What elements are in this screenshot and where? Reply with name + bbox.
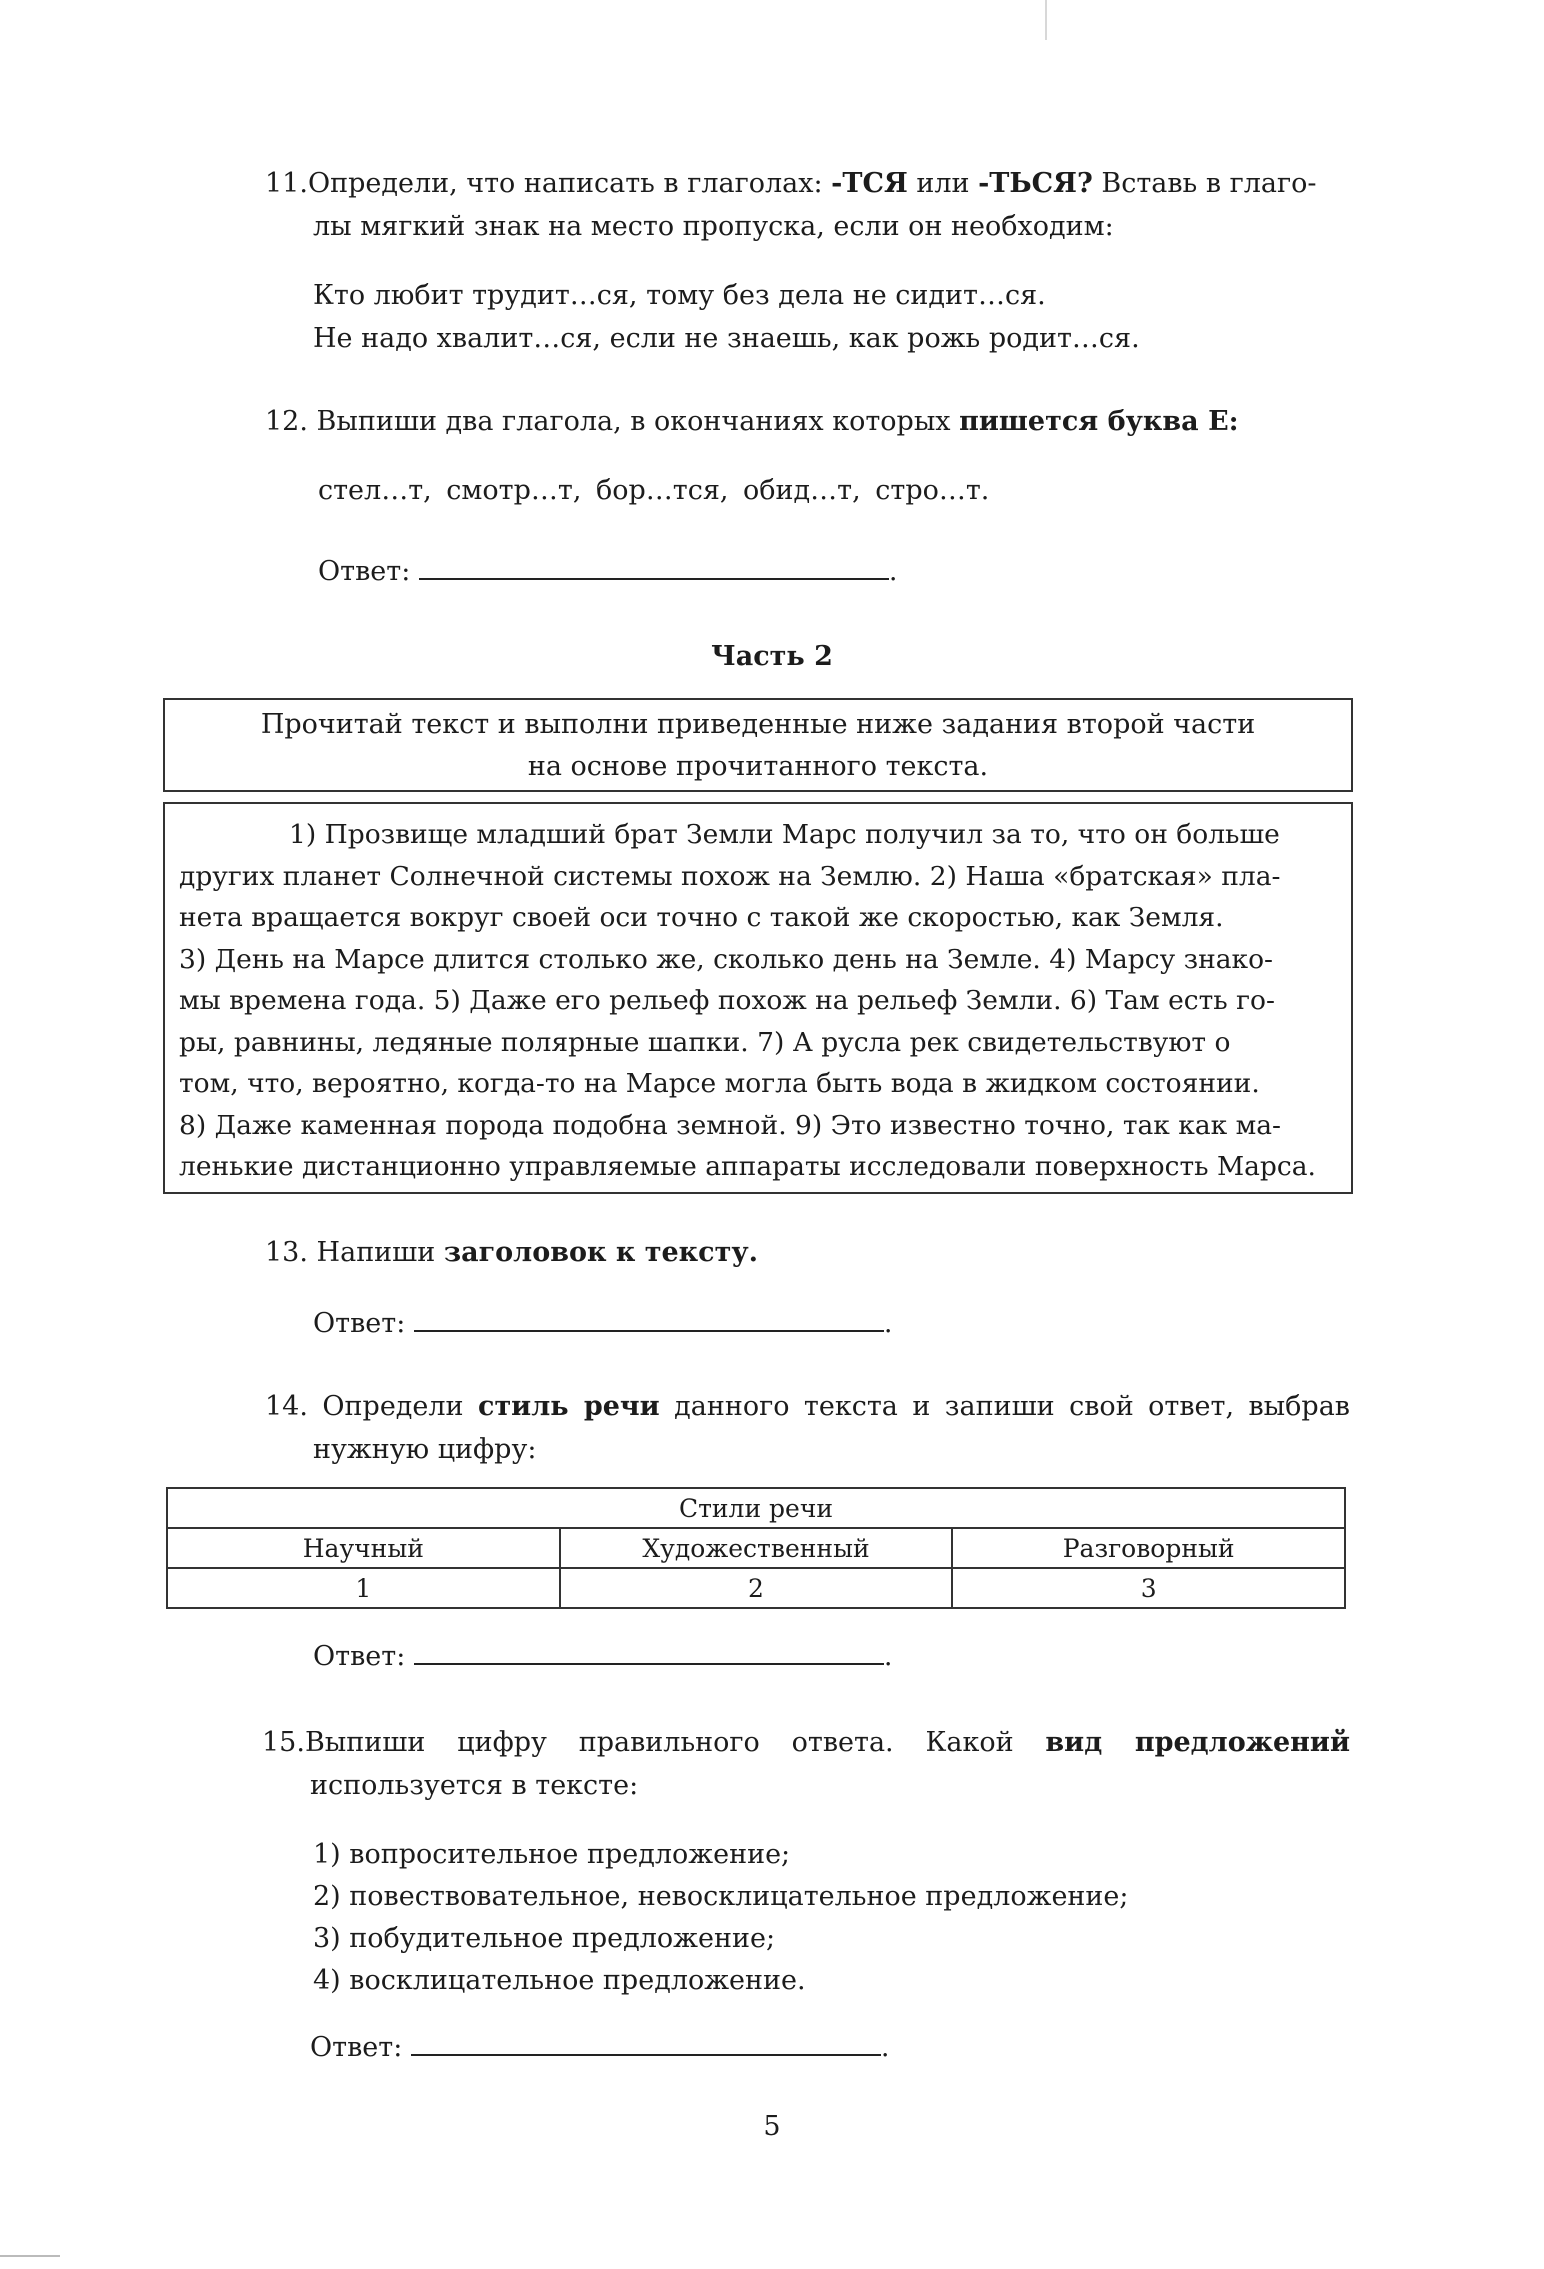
q12-number: 12. xyxy=(265,406,308,437)
part2-heading: Часть 2 xyxy=(711,641,833,672)
q11-example-1: Кто любит трудит…ся, тому без дела не сидит…ся. xyxy=(313,280,1046,311)
q14-line1: 14. Определи стиль речи данного текста и запиши свой ответ, выбрав xyxy=(265,1386,1350,1428)
table-header: Стили речи xyxy=(167,1488,1345,1528)
answer-blank[interactable] xyxy=(411,2028,881,2056)
passage-line: ленькие дистанционно управляемые аппараты исследовали поверхность Марса. xyxy=(179,1151,1316,1182)
passage-line: 3) День на Марсе длится столько же, сколько день на Земле. 4) Марсу знако- xyxy=(179,943,1274,975)
passage-box xyxy=(163,802,1353,1194)
answer-label: Ответ: xyxy=(310,2032,403,2063)
scan-mark xyxy=(1045,0,1047,40)
answer-blank[interactable] xyxy=(414,1637,884,1665)
instruction-line-2: на основе прочитанного текста. xyxy=(527,751,989,782)
answer-label: Ответ: xyxy=(313,1308,406,1339)
q12-line1: 12. Выпиши два глагола, в окончаниях которых пишется буква Е: xyxy=(265,401,1239,443)
q12-answer-row: Ответ: . xyxy=(318,551,897,593)
style-cell: Разговорный xyxy=(952,1528,1345,1568)
passage-line: других планет Солнечной системы похож на Землю. 2) Наша «братская» пла- xyxy=(179,860,1281,892)
q12-words: стел…т, смотр…т, бор…тся, обид…т, стро…т. xyxy=(318,475,990,506)
q15-option: 2) повествовательное, невосклицательное предложение; xyxy=(313,1881,1129,1912)
passage-line: мы времена года. 5) Даже его рельеф похож на рельеф Земли. 6) Там есть го- xyxy=(179,985,1275,1016)
q13-number: 13. xyxy=(265,1237,308,1268)
q14-number: 14. xyxy=(265,1391,308,1422)
page-number: 5 xyxy=(763,2111,781,2142)
code-cell: 1 xyxy=(167,1568,560,1608)
q14-line2: нужную цифру: xyxy=(313,1434,537,1465)
scan-mark xyxy=(0,2255,60,2257)
code-cell: 3 xyxy=(952,1568,1345,1608)
q13-line1: 13. Напиши заголовок к тексту. xyxy=(265,1232,758,1274)
passage-line: 1) Прозвище младший брат Земли Марс получил за то, что он больше xyxy=(289,819,1280,850)
instruction-box xyxy=(163,698,1353,792)
passage-line: том, что, вероятно, когда-то на Марсе могла быть вода в жидком состоянии. xyxy=(179,1068,1260,1099)
style-cell: Научный xyxy=(167,1528,560,1568)
q14-answer-row: Ответ: . xyxy=(313,1636,892,1678)
answer-blank[interactable] xyxy=(419,552,889,580)
q15-line2: используется в тексте: xyxy=(310,1770,639,1801)
passage-line: 8) Даже каменная порода подобна земной. 9) Это известно точно, так как ма- xyxy=(179,1109,1282,1141)
q11-example-2: Не надо хвалит…ся, если не знаешь, как рожь родит…ся. xyxy=(313,323,1140,354)
speech-styles-table xyxy=(166,1487,1346,1609)
passage-line: ры, равнины, ледяные полярные шапки. 7) А русла рек свидетельствуют о xyxy=(179,1026,1231,1058)
q13-answer-row: Ответ: . xyxy=(313,1303,892,1345)
answer-label: Ответ: xyxy=(318,556,411,587)
q11-number: 11. xyxy=(265,168,308,199)
q15-answer-row: Ответ: . xyxy=(310,2027,889,2069)
answer-label: Ответ: xyxy=(313,1641,406,1672)
instruction-line-1: Прочитай текст и выполни приведенные ниже задания второй части xyxy=(260,709,1256,740)
q15-line1: 15.Выпиши цифру правильного ответа. Какой вид предложений xyxy=(262,1722,1350,1764)
q15-option: 4) восклицательное предложение. xyxy=(313,1965,806,1996)
q11-line2: лы мягкий знак на место пропуска, если он необходим: xyxy=(313,211,1114,242)
q11-line1: 11.Определи, что написать в глаголах: -ТСЯ или -ТЬСЯ? Вставь в глаго- xyxy=(265,163,1317,205)
q15-option: 3) побудительное предложение; xyxy=(313,1923,776,1954)
q15-option: 1) вопросительное предложение; xyxy=(313,1839,791,1870)
q15-number: 15. xyxy=(262,1727,305,1758)
style-cell: Художественный xyxy=(560,1528,953,1568)
code-cell: 2 xyxy=(560,1568,953,1608)
answer-blank[interactable] xyxy=(414,1304,884,1332)
passage-line: нета вращается вокруг своей оси точно с такой же скоростью, как Земля. xyxy=(179,902,1224,933)
